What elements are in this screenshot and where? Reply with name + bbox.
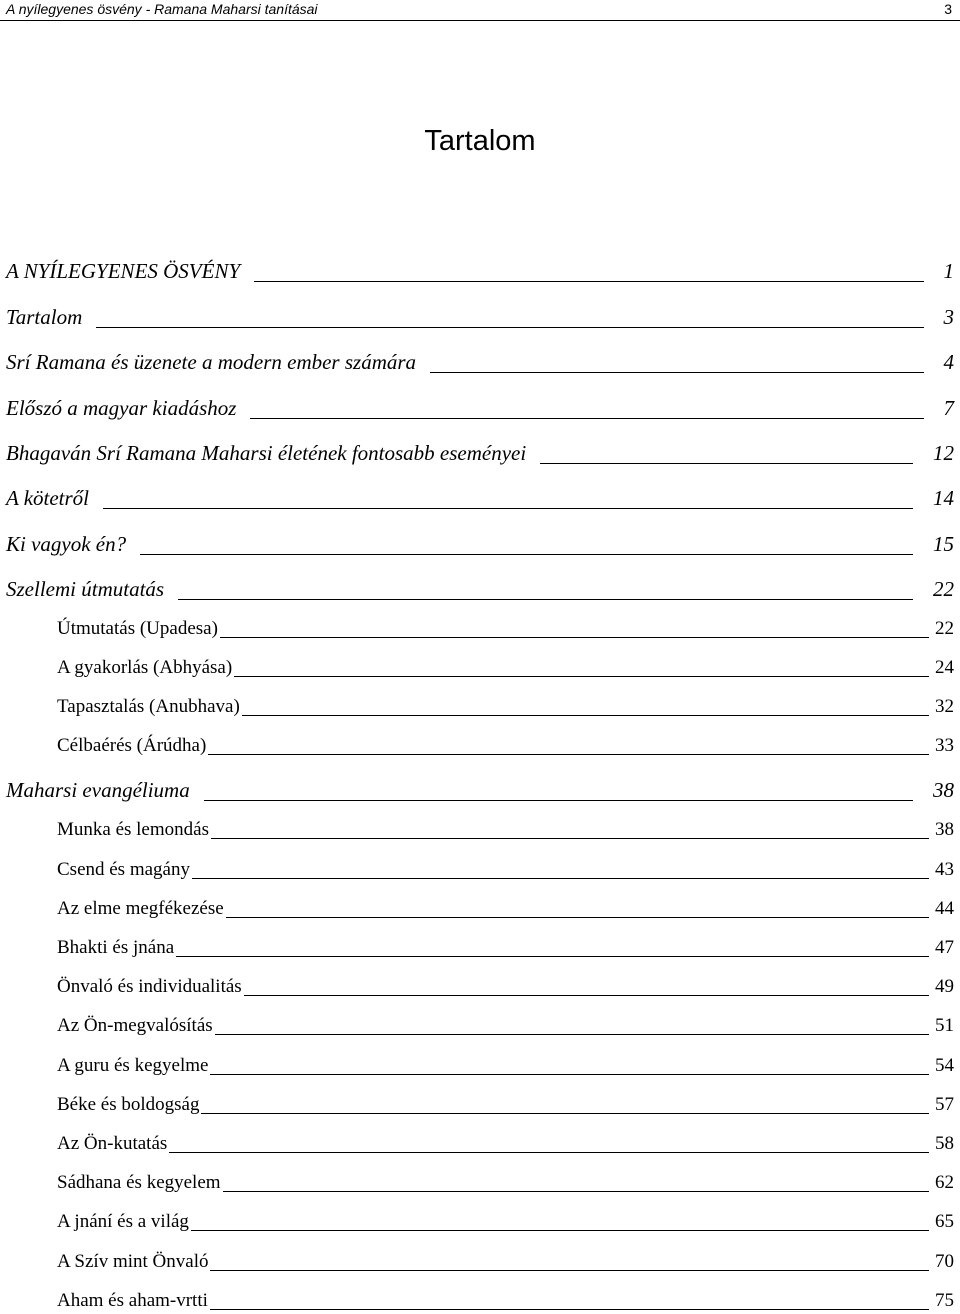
toc-entry-page: 54 <box>935 1055 954 1076</box>
toc-entry-label: Bhagaván Srí Ramana Maharsi életének fontosabb eseményei <box>6 441 527 465</box>
running-header-title: A nyílegyenes ösvény - Ramana Maharsi tanításai <box>6 1 318 17</box>
toc-entry-page: 58 <box>935 1133 954 1154</box>
toc-subentry[interactable] <box>57 937 954 959</box>
toc-entry-page: 24 <box>935 657 954 678</box>
toc-entry-label: Munka és lemondás <box>57 819 209 840</box>
toc-subentry[interactable] <box>57 898 954 920</box>
toc-entry-page: 3 <box>943 305 954 329</box>
toc-subentry[interactable] <box>57 1015 954 1037</box>
toc-entry-label: Béke és boldogság <box>57 1094 200 1115</box>
toc-leader-line <box>169 1151 929 1153</box>
toc-entry[interactable] <box>6 486 954 511</box>
toc-entry-label: A jnání és a világ <box>57 1211 189 1232</box>
toc-entry-page: 33 <box>935 735 954 756</box>
toc-entry-label: Önvaló és individualitás <box>57 976 242 997</box>
toc-entry-label: Bhakti és jnána <box>57 937 175 958</box>
page-title: Tartalom <box>424 125 536 157</box>
toc-entry-label: Előszó a magyar kiadáshoz <box>6 396 237 420</box>
toc-subentry[interactable] <box>57 1055 954 1077</box>
toc-entry-page: 38 <box>933 778 954 802</box>
toc-entry-page: 4 <box>943 350 954 374</box>
toc-leader-line <box>204 799 913 801</box>
toc-leader-line <box>210 1073 929 1075</box>
toc-entry-page: 38 <box>935 819 954 840</box>
toc-leader-line <box>210 1308 929 1310</box>
toc-entry-page: 44 <box>935 898 954 919</box>
toc-subentry[interactable] <box>57 1251 954 1273</box>
toc-leader-line <box>176 955 929 957</box>
toc-entry-page: 51 <box>935 1015 954 1036</box>
toc-leader-line <box>540 462 913 464</box>
toc-entry-page: 47 <box>935 937 954 958</box>
toc-leader-line <box>210 1269 929 1271</box>
toc-entry-page: 14 <box>933 486 954 510</box>
toc-entry-page: 12 <box>933 441 954 465</box>
toc-leader-line <box>96 326 923 328</box>
toc-leader-line <box>103 507 913 509</box>
toc-subentry[interactable] <box>57 1172 954 1194</box>
toc-entry-page: 1 <box>943 259 954 283</box>
toc-entry-label: Az Ön-megvalósítás <box>57 1015 213 1036</box>
toc-entry[interactable] <box>6 441 954 466</box>
toc-entry[interactable] <box>6 350 954 375</box>
toc-subentry[interactable] <box>57 1290 954 1312</box>
toc-leader-line <box>430 371 923 373</box>
toc-entry[interactable] <box>6 396 954 421</box>
toc-subentry[interactable] <box>57 1094 954 1116</box>
toc-entry-label: A gyakorlás (Abhyása) <box>57 657 233 678</box>
toc-entry-label: Szellemi útmutatás <box>6 577 165 601</box>
toc-entry-page: 15 <box>933 532 954 556</box>
toc-leader-line <box>226 916 929 918</box>
toc-subentry[interactable] <box>57 819 954 841</box>
toc-subentry[interactable] <box>57 976 954 998</box>
toc-entry-page: 7 <box>943 396 954 420</box>
toc-entry-label: A kötetről <box>6 486 90 510</box>
toc-entry-label: Sádhana és kegyelem <box>57 1172 221 1193</box>
toc-leader-line <box>242 714 929 716</box>
toc-subentry[interactable] <box>57 735 954 757</box>
toc-entry[interactable] <box>6 577 954 602</box>
toc-entry-label: A NYÍLEGYENES ÖSVÉNY <box>6 259 241 283</box>
toc-leader-line <box>201 1112 929 1114</box>
toc-subentry[interactable] <box>57 657 954 679</box>
toc-entry-page: 22 <box>935 618 954 639</box>
toc-leader-line <box>192 877 929 879</box>
toc-entry[interactable] <box>6 778 954 803</box>
toc-subentry[interactable] <box>57 859 954 881</box>
toc-leader-line <box>215 1033 929 1035</box>
toc-leader-line <box>250 417 923 419</box>
toc-entry-label: Az Ön-kutatás <box>57 1133 168 1154</box>
toc-entry-label: Az elme megfékezése <box>57 898 224 919</box>
toc-entry-label: Srí Ramana és üzenete a modern ember számára <box>6 350 417 374</box>
toc-entry-label: Csend és magány <box>57 859 190 880</box>
toc-entry-label: Tartalom <box>6 305 83 329</box>
toc-entry-label: Ki vagyok én? <box>6 532 127 556</box>
toc-entry-label: Útmutatás (Upadesa) <box>57 618 218 639</box>
toc-leader-line <box>140 553 913 555</box>
toc-entry-label: A Szív mint Önvaló <box>57 1251 209 1272</box>
toc-entry-page: 75 <box>935 1290 954 1311</box>
toc-entry-page: 43 <box>935 859 954 880</box>
toc-entry[interactable] <box>6 305 954 330</box>
toc-subentry[interactable] <box>57 618 954 640</box>
toc-entry-page: 49 <box>935 976 954 997</box>
toc-leader-line <box>208 753 929 755</box>
toc-entry[interactable] <box>6 532 954 557</box>
toc-leader-line <box>244 994 929 996</box>
toc-entry-page: 32 <box>935 696 954 717</box>
toc-entry-label: Célbaérés (Árúdha) <box>57 735 207 756</box>
toc-entry-label: Tapasztalás (Anubhava) <box>57 696 240 717</box>
toc-entry-label: Aham és aham-vrtti <box>57 1290 208 1311</box>
toc-leader-line <box>254 280 923 282</box>
toc-entry[interactable] <box>6 259 954 284</box>
running-header-page-number: 3 <box>944 1 952 17</box>
toc-subentry[interactable] <box>57 1211 954 1233</box>
toc-entry-label: A guru és kegyelme <box>57 1055 209 1076</box>
toc-leader-line <box>211 837 929 839</box>
toc-entry-label: Maharsi evangéliuma <box>6 778 190 802</box>
toc-entry-page: 62 <box>935 1172 954 1193</box>
toc-leader-line <box>191 1229 929 1231</box>
toc-leader-line <box>220 636 929 638</box>
toc-entry-page: 70 <box>935 1251 954 1272</box>
toc-entry-page: 22 <box>933 577 954 601</box>
toc-subentry[interactable] <box>57 696 954 718</box>
toc-entry-page: 65 <box>935 1211 954 1232</box>
toc-leader-line <box>178 598 913 600</box>
toc-leader-line <box>234 675 929 677</box>
toc-leader-line <box>223 1190 929 1192</box>
toc-subentry[interactable] <box>57 1133 954 1155</box>
toc-entry-page: 57 <box>935 1094 954 1115</box>
